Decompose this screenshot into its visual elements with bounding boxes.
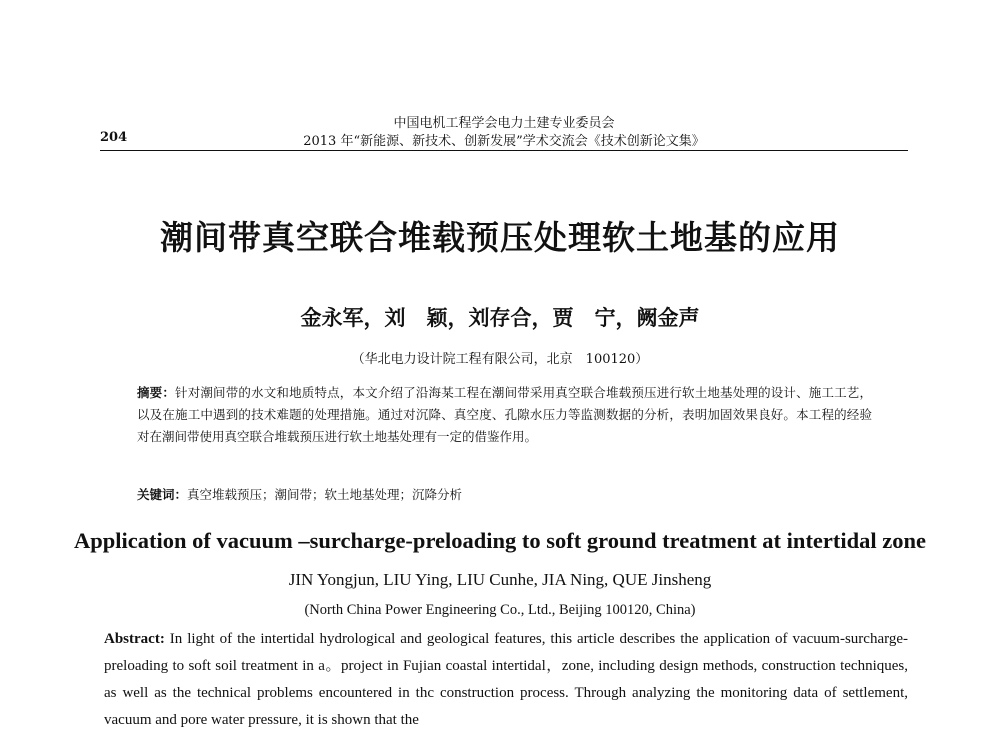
header-society: 中国电机工程学会电力土建专业委员会 [393, 116, 615, 131]
running-header [100, 112, 908, 152]
page-number: 204 [100, 130, 128, 145]
abstract-english-label: Abstract: [104, 631, 165, 647]
authors-english: JIN Yongjun, LIU Ying, LIU Cunhe, JIA Ning, QUE Jinsheng [288, 570, 712, 589]
keywords-chinese-label: 关键词： [137, 487, 188, 502]
header-proceedings: 2013 年“新能源、新技术、创新发展”学术交流会《技术创新论文集》 [303, 134, 705, 149]
keywords-chinese-text: 真空堆载预压；潮间带；软土地基处理；沉降分析 [187, 487, 463, 502]
title-english: Application of vacuum –surcharge-preloading to soft ground treatment at intertidal zone [73, 528, 927, 553]
abstract-chinese-text: 针对潮间带的水文和地质特点，本文介绍了沿海某工程在潮间带采用真空联合堆载预压进行软土地基处理的设计、施工工艺，以及在施工中遇到的技术难题的处理措施。通过对沉降、真空度、孔隙水压力等监测数据的分析，表明加固效果良好。本工程的经验对在潮间带使用真空联合堆载预压进行软土地基处理有一定的借鉴作用。 [137, 385, 872, 444]
keywords-chinese [137, 484, 872, 506]
abstract-english [104, 626, 908, 731]
affiliation-english: (North China Power Engineering Co., Ltd., Beijing 100120, China) [304, 602, 696, 618]
abstract-english-text: In light of the intertidal hydrological and geological features, this article describes the application of vacuum-surcharge- preloading to soft soil treatment in a。project in Fujian coastal intertidal，zone, including design methods, construction techniques, as well as the technical problems encountered in thc construction process. Through analyzing the monitoring data of settlement, vacuum and pore water pressure, it is shown that the [104, 631, 908, 728]
abstract-chinese-label: 摘要： [137, 385, 176, 400]
header-rule [100, 150, 908, 151]
abstract-chinese [137, 382, 872, 448]
affiliation-chinese: （华北电力设计院工程有限公司，北京 100120） [351, 352, 649, 367]
title-chinese: 潮间带真空联合堆载预压处理软土地基的应用 [160, 218, 840, 257]
authors-chinese: 金永军，刘 颖，刘存合，贾 宁，阙金声 [300, 306, 700, 330]
